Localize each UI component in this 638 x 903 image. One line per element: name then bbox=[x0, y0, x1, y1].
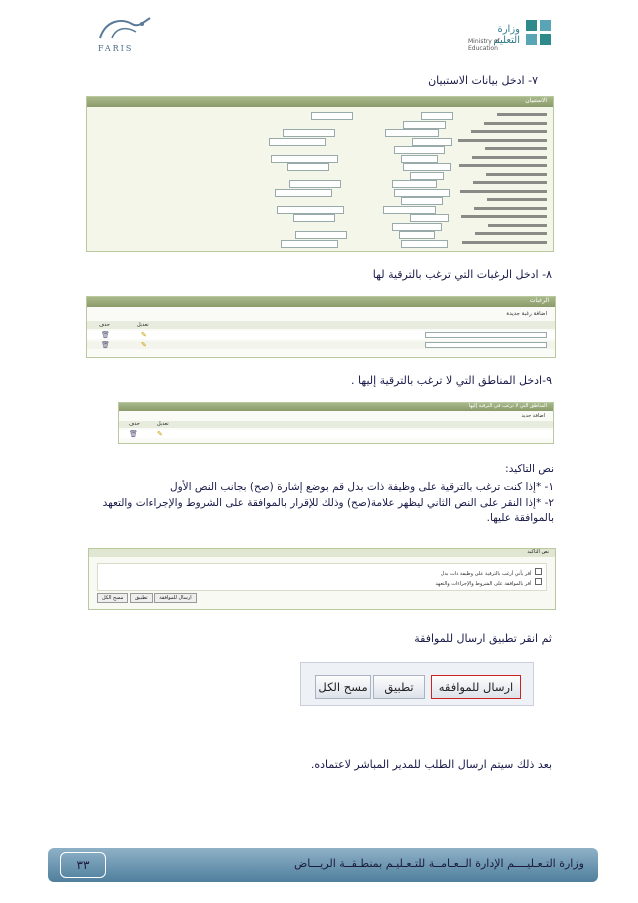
trash-icon[interactable]: 🗑 bbox=[129, 430, 138, 438]
survey-panel-title: الاستبيان bbox=[525, 97, 547, 104]
ack-buttons bbox=[97, 593, 197, 603]
wishes-panel-header bbox=[87, 297, 555, 307]
survey-row-label bbox=[461, 215, 547, 218]
survey-row-label bbox=[458, 139, 547, 142]
survey-row-label bbox=[472, 156, 547, 159]
ack-box bbox=[97, 563, 547, 591]
survey-form-row bbox=[87, 239, 553, 247]
survey-form-row bbox=[87, 128, 553, 136]
survey-row-field[interactable] bbox=[281, 240, 338, 248]
regions-panel-title: المناطق التي لا ترغب في الترقية إليها bbox=[468, 403, 547, 409]
ack-apply-button[interactable]: تطبيق bbox=[130, 593, 153, 603]
page-number: ٣٣ bbox=[60, 852, 106, 878]
ack-panel bbox=[88, 548, 556, 610]
wish-field[interactable] bbox=[425, 342, 547, 348]
survey-row-label bbox=[474, 207, 547, 210]
ack-clear-button[interactable]: مسح الكل bbox=[97, 593, 128, 603]
ack-line-2 bbox=[436, 578, 542, 587]
survey-row-label bbox=[471, 130, 547, 133]
ack-line-1 bbox=[441, 568, 542, 577]
survey-form-row bbox=[87, 222, 553, 230]
apply-button[interactable]: تطبيق bbox=[373, 675, 425, 699]
survey-row-label bbox=[475, 232, 547, 235]
regions-panel bbox=[118, 402, 554, 444]
pencil-icon[interactable]: ✎ bbox=[157, 430, 163, 438]
table-row bbox=[87, 331, 555, 339]
regions-panel-header bbox=[119, 403, 553, 411]
survey-panel bbox=[86, 96, 554, 252]
wishes-col-delete: حذف bbox=[99, 322, 110, 328]
ack-checkbox-2[interactable] bbox=[535, 578, 542, 585]
survey-form-row bbox=[87, 179, 553, 187]
survey-row-label bbox=[486, 173, 547, 176]
ack-line-2-text: أقر بالموافقة على الشروط والإجراءات والتعهد bbox=[435, 581, 532, 587]
survey-form-row bbox=[87, 145, 553, 153]
faris-logo-word: FARIS bbox=[98, 44, 134, 53]
survey-row-label bbox=[484, 122, 547, 125]
ack-checkbox-1[interactable] bbox=[535, 568, 542, 575]
survey-form-row bbox=[87, 230, 553, 238]
trash-icon[interactable]: 🗑 bbox=[101, 331, 110, 339]
confirm-line-2: ٢- *إذا النقر على النص الثاني ليظهر علامة(صح) وذلك للإقرار بالموافقة على الشروط والإجراءات والتعهد بالموافقة عليها. bbox=[102, 497, 554, 524]
survey-form-row bbox=[87, 111, 553, 119]
ministry-logo bbox=[468, 16, 554, 60]
wishes-table-header bbox=[87, 321, 555, 329]
regions-table-header bbox=[119, 421, 553, 428]
regions-col-delete: حذف bbox=[129, 421, 140, 427]
table-row bbox=[119, 430, 553, 438]
pencil-icon[interactable]: ✎ bbox=[141, 331, 147, 339]
clear-all-button[interactable]: مسح الكل bbox=[315, 675, 371, 699]
wishes-add-link[interactable]: اضافة رغبة جديدة bbox=[506, 311, 547, 317]
survey-form-row bbox=[87, 137, 553, 145]
survey-form-row bbox=[87, 171, 553, 179]
wishes-col-edit: تعديل bbox=[137, 322, 149, 328]
survey-row-label bbox=[460, 190, 547, 193]
ack-line-1-text: أقر بأني أرغب بالترقية على وظيفة ذات بدل bbox=[440, 571, 532, 577]
trash-icon[interactable]: 🗑 bbox=[101, 341, 110, 349]
survey-row-label bbox=[488, 224, 547, 227]
survey-form-row bbox=[87, 196, 553, 204]
survey-row-label bbox=[473, 181, 547, 184]
step-7-heading: ٧- ادخل بيانات الاستبيان bbox=[428, 74, 538, 87]
ministry-name-en: Ministry of Education bbox=[468, 38, 500, 52]
pencil-icon[interactable]: ✎ bbox=[141, 341, 147, 349]
survey-row-label bbox=[459, 164, 547, 167]
survey-form-row bbox=[87, 120, 553, 128]
ministry-emblem-icon bbox=[524, 18, 554, 48]
survey-row-label bbox=[485, 147, 547, 150]
action-buttons-zoom bbox=[300, 662, 534, 706]
wishes-panel-title: الرغبات bbox=[529, 297, 549, 304]
survey-form-row bbox=[87, 154, 553, 162]
confirm-title: نص التاكيد: bbox=[505, 463, 554, 475]
ack-send-button[interactable]: ارسال للموافقة bbox=[154, 593, 196, 603]
survey-form-row bbox=[87, 213, 553, 221]
regions-add-link[interactable]: اضافة جديد bbox=[521, 413, 545, 419]
wish-field[interactable] bbox=[425, 332, 547, 338]
survey-form-row bbox=[87, 188, 553, 196]
faris-horse-icon bbox=[92, 14, 156, 44]
table-row bbox=[87, 341, 555, 349]
survey-form-row bbox=[87, 162, 553, 170]
ministry-name-ar: وزارة التعليم bbox=[493, 24, 520, 46]
send-for-approval-button[interactable]: ارسال للموافقه bbox=[431, 675, 521, 699]
wishes-panel bbox=[86, 296, 556, 358]
survey-panel-header bbox=[87, 97, 553, 107]
confirm-line-1: ١- *إذا كنت ترغب بالترقية على وظيفة ذات بدل قم بوضع إشارة (صح) بجانب النص الأول bbox=[169, 481, 554, 493]
step-9-heading: ٩-ادخل المناطق التي لا ترغب بالترقية إليها . bbox=[351, 374, 552, 387]
survey-row-label bbox=[487, 198, 547, 201]
ack-panel-title: نص التاكيد bbox=[527, 549, 549, 555]
step-8-heading: ٨- ادخل الرغبات التي ترغب بالترقية لها bbox=[372, 268, 552, 281]
page-footer bbox=[48, 848, 598, 882]
ack-panel-header bbox=[89, 549, 555, 557]
survey-row-field[interactable] bbox=[401, 240, 448, 248]
faris-logo bbox=[92, 14, 156, 58]
survey-row-label bbox=[497, 113, 547, 116]
survey-form-row bbox=[87, 205, 553, 213]
survey-row-label bbox=[462, 241, 547, 244]
footer-text: وزارة التـعـليــــم الإدارة الــعـامــة للتـعـليـم بمنطـقــة الريـــاض bbox=[293, 857, 584, 870]
regions-col-edit: تعديل bbox=[157, 421, 169, 427]
after-text: بعد ذلك سيتم ارسال الطلب للمدير المباشر لاعتماده. bbox=[310, 758, 552, 771]
then-click-text: ثم انقر تطبيق ارسال للموافقة bbox=[414, 632, 552, 645]
